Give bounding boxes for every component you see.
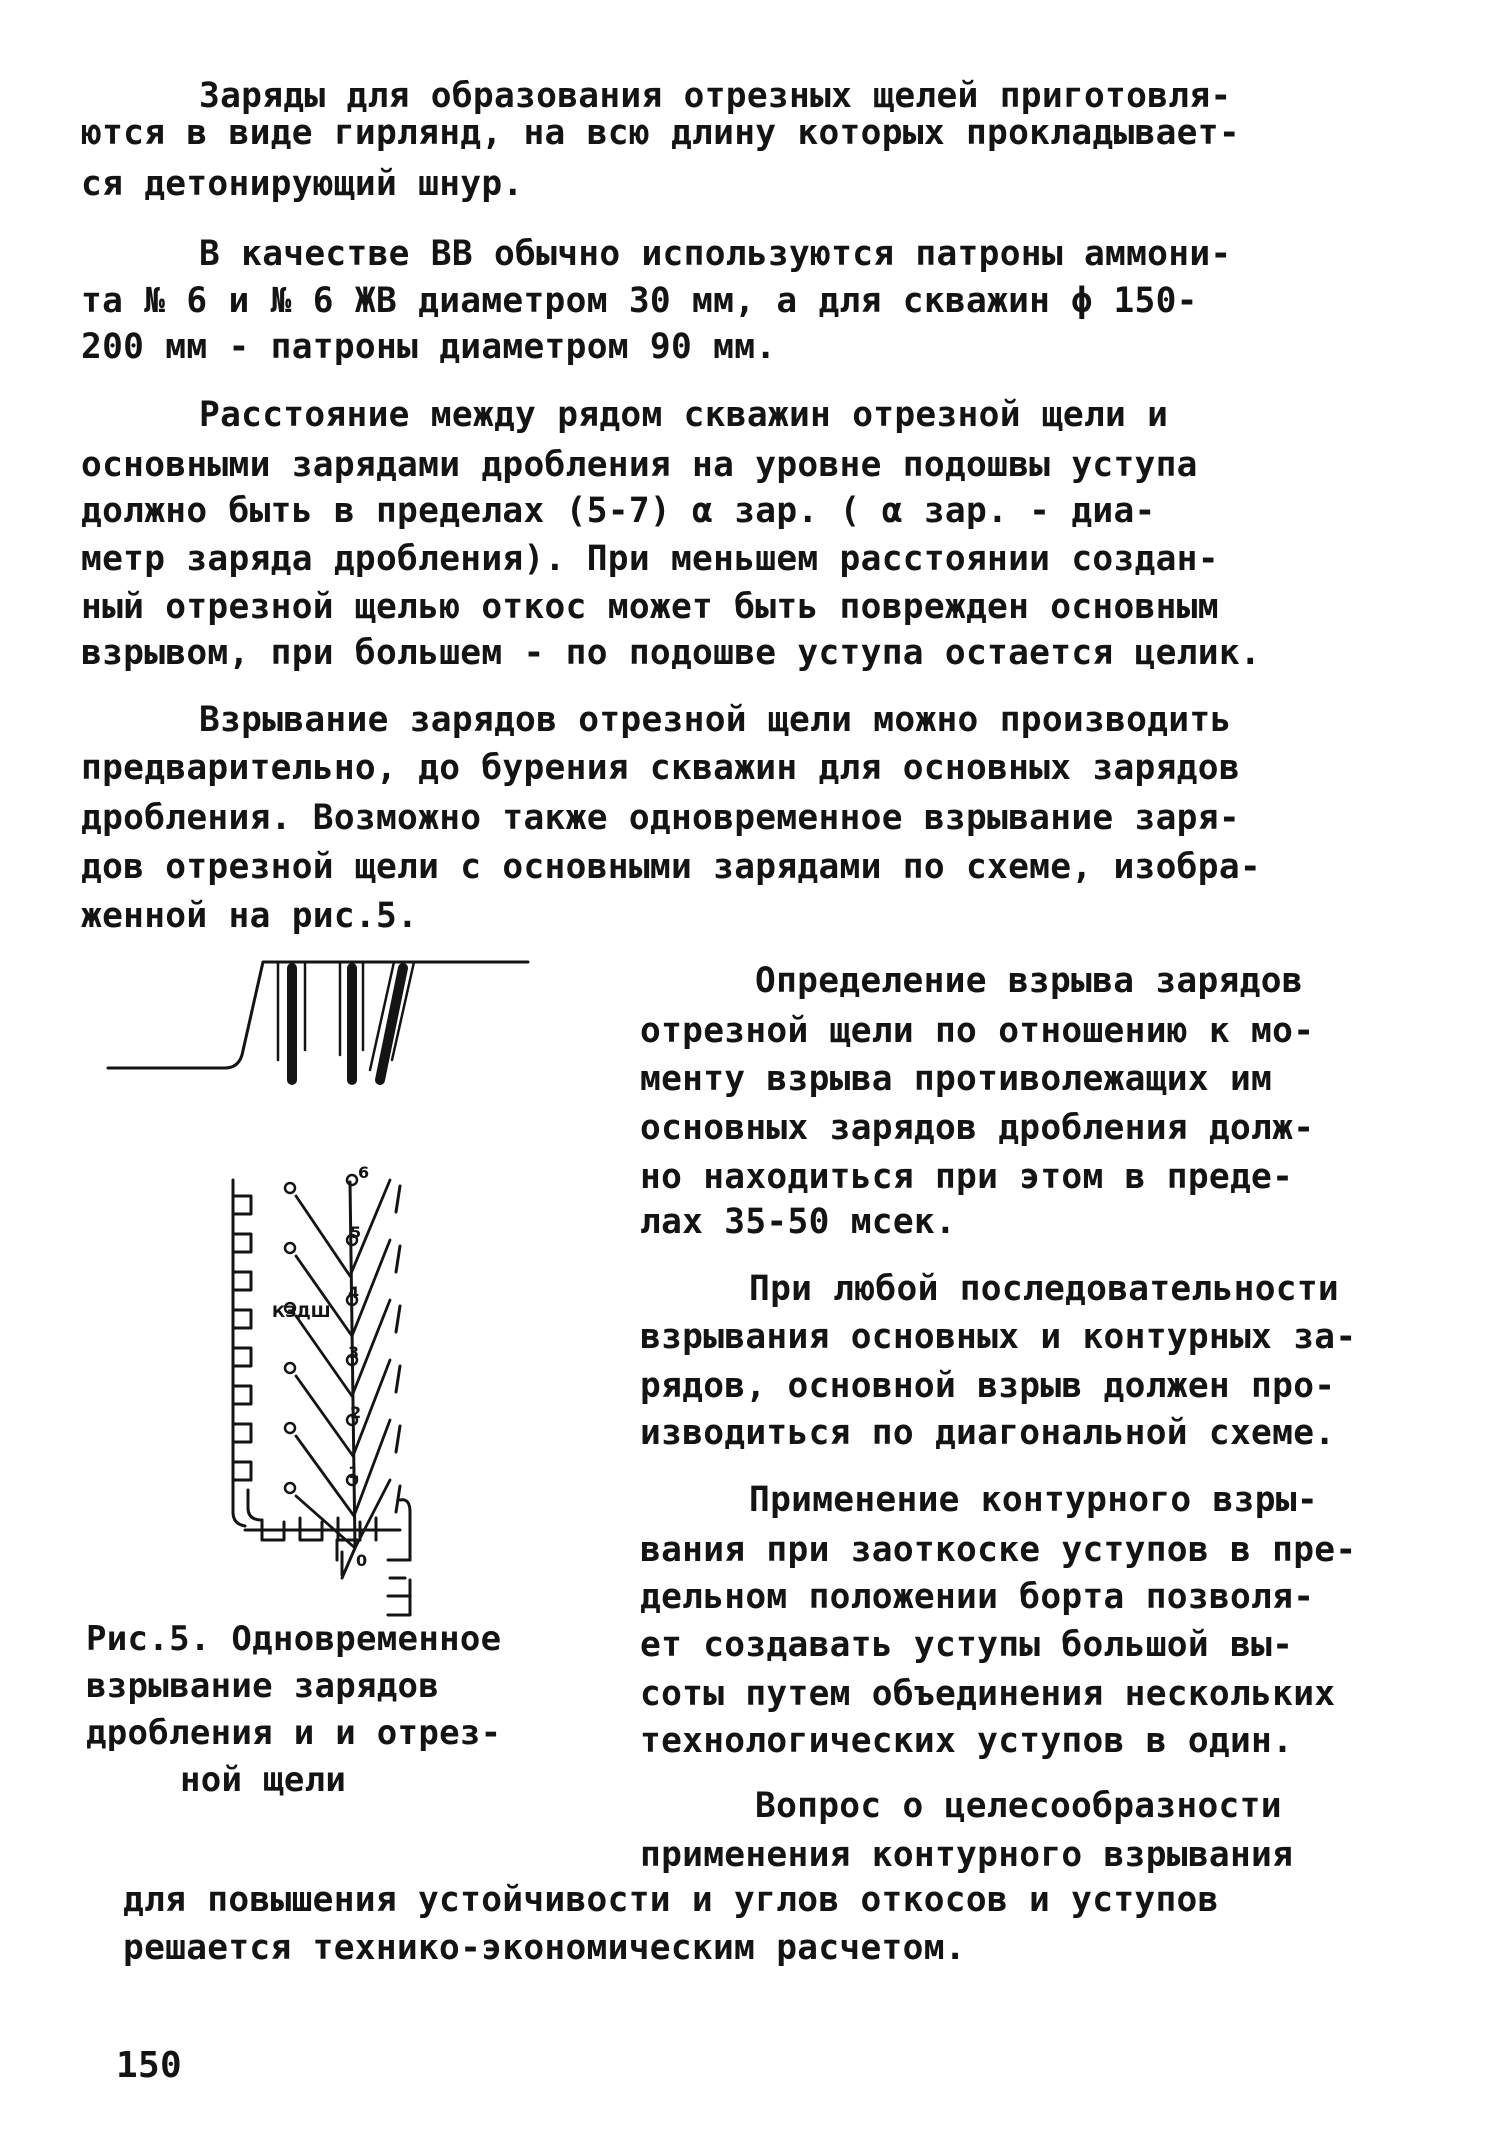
delay-number: 3 [348,1343,360,1362]
delay-number: 1 [348,1463,360,1482]
text-line: Вопрос о целесообразности [755,1786,1282,1826]
text-line: решается технико-экономическим расчетом. [123,1928,966,1968]
text-line: дов отрезной щели с основными зарядами по схеме, изобра- [81,847,1261,887]
figure-caption: взрывание зарядов [86,1666,440,1706]
text-line: Определение взрыва зарядов [755,961,1303,1001]
contour-row [233,1180,410,1615]
delay-number: 4 [348,1283,360,1302]
central-detonating-line [342,1182,355,1578]
delay-number: 6 [358,1163,370,1182]
text-line: менту взрыва противолежащих им [640,1059,1273,1099]
text-line: для повышения устойчивости и углов откосов и уступов [123,1880,1219,1920]
text-line: ный отрезной щелью откос может быть поврежден основным [81,587,1219,627]
borehole-markers [285,1175,360,1493]
figure-caption: ной щели [180,1760,347,1800]
text-line: вания при заоткоске уступов в пре- [640,1530,1357,1570]
text-line: предварительно, до бурения скважин для основных зарядов [81,748,1240,788]
text-line: метр заряда дробления). При меньшем расстоянии создан- [81,539,1219,579]
figure-caption: дробления и и отрез- [86,1713,502,1753]
text-line: должно быть в пределах (5-7) α зар. ( α зар. - диа- [81,491,1156,531]
text-line: Заряды для образования отрезных щелей приготовля- [199,76,1232,116]
text-line: В качестве ВВ обычно используются патроны аммони- [199,234,1232,274]
text-line: основными зарядами дробления на уровне подошвы уступа [81,445,1198,485]
text-line: основных зарядов дробления долж- [640,1108,1315,1148]
delay-number: 2 [350,1403,362,1422]
text-line: взрывания основных и контурных за- [640,1317,1357,1357]
text-line: ся детонирующий шнур. [81,164,524,204]
text-line: та № 6 и № 6 ЖВ диаметром 30 мм, а для скважин ϕ 150- [81,281,1198,321]
diagonal-connections [296,1180,390,1548]
text-line: изводиться по диагональной схеме. [640,1413,1336,1453]
delay-number: 0 [356,1551,368,1570]
text-line: но находиться при этом в преде- [640,1157,1294,1197]
text-line: ются в виде гирлянд, на всю длину которых прокладывает- [81,113,1240,153]
text-line: Расстояние между рядом скважин отрезной щели и [199,395,1169,435]
borehole-outline [278,962,414,1070]
delay-number: 5 [350,1223,362,1242]
text-line: соты путем объединения нескольких [640,1674,1336,1714]
text-line: технологических уступов в один. [640,1721,1294,1761]
text-line: применения контурного взрывания [640,1835,1294,1875]
text-line: При любой последовательности [749,1269,1339,1309]
text-line: рядов, основной взрыв должен про- [640,1366,1336,1406]
text-line: отрезной щели по отношению к мо- [640,1011,1315,1051]
figure-caption: Рис.5. Одновременное [86,1619,502,1659]
relay-ticks [337,1186,400,1560]
text-line: взрывом, при большем - по подошве уступа остается целик. [81,633,1261,673]
page-number: 150 [116,2045,182,2086]
text-line: Применение контурного взры- [749,1480,1318,1520]
figure-label: КЗДШ [272,1302,331,1321]
text-line: женной на рис.5. [81,896,419,936]
text-line: 200 мм - патроны диаметром 90 мм. [81,327,777,367]
borehole-charge [292,968,403,1080]
bench-profile [108,962,528,1068]
text-line: дельном положении борта позволя- [640,1577,1315,1617]
text-line: ет создавать уступы большой вы- [640,1625,1294,1665]
text-line: дробления. Возможно также одновременное взрывание заря- [81,798,1240,838]
text-line: лах 35-50 мсек. [640,1202,957,1242]
text-line: Взрывание зарядов отрезной щели можно производить [199,700,1232,740]
